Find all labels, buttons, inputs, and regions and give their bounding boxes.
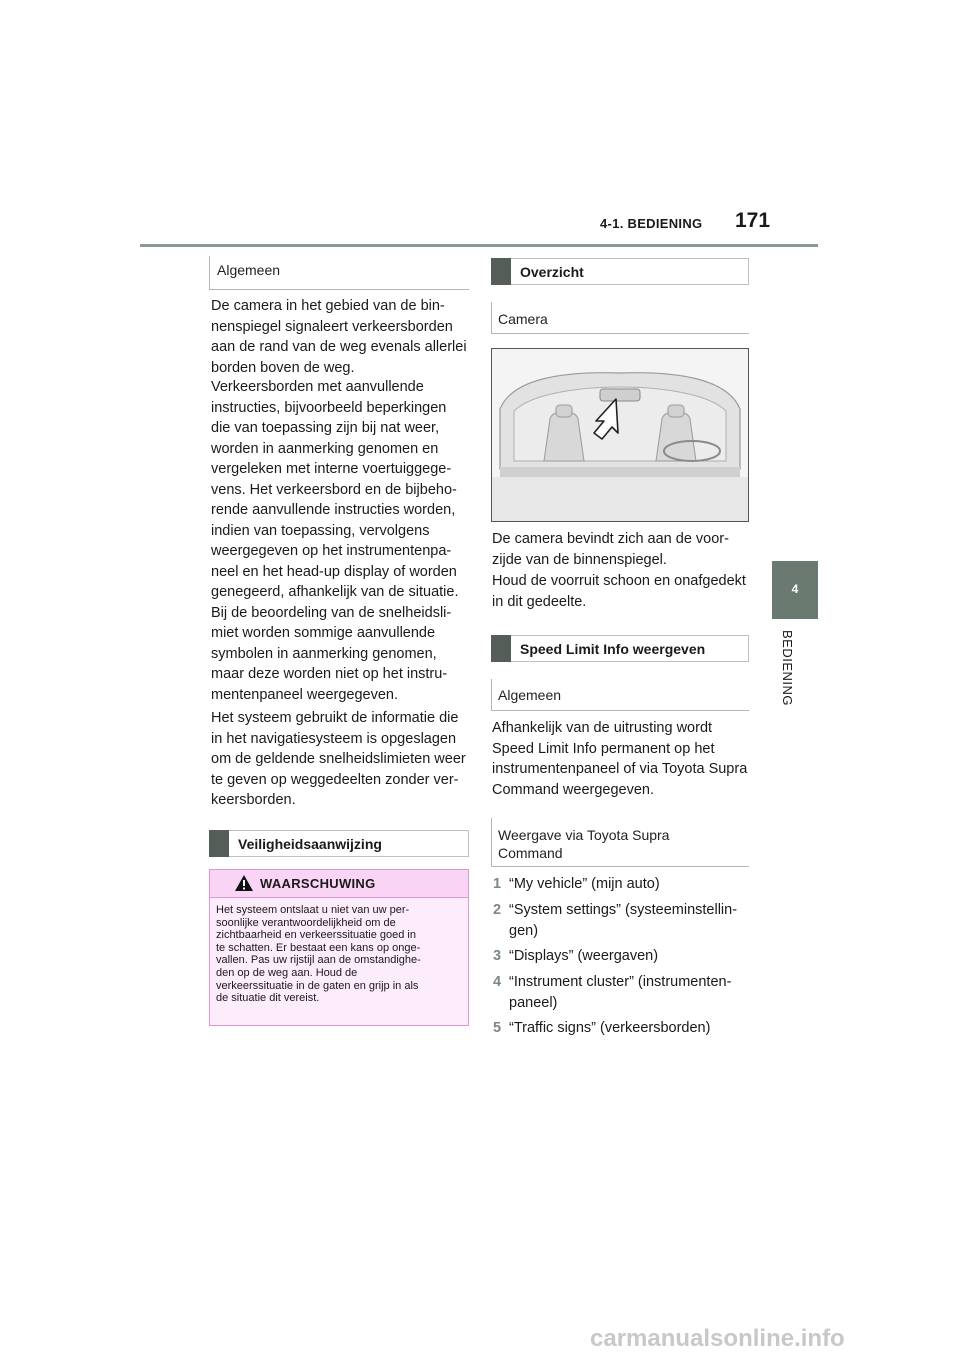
subheading-rule [491, 710, 749, 711]
step-text: “My vehicle” (mijn auto) [509, 876, 660, 892]
paragraph-camera-clean: Houd de voorruit schoon en onafgedekt in dit gedeelte. [492, 573, 746, 610]
paragraph-speed-limit: Afhankelijk van de uitrusting wordt Speed Limit Info permanent op het instrumentenpaneel of via Toyota Supra Command weergegeven. [492, 720, 748, 798]
camera-illustration [491, 348, 749, 522]
paragraph-navigation: Het systeem gebruikt de informatie die in het navigatiesysteem is opgeslagen om de geldende snelheidslimieten weer te geven op weggedeelten zonder ver- keersborden. [211, 710, 466, 808]
subheading-algemeen-right: Algemeen [498, 687, 562, 703]
subheading-weergave: Weergave via Toyota Supra Command [498, 827, 670, 861]
step-text: “System settings” (systeeminstellin- gen) [509, 902, 738, 939]
subheading-rule [209, 289, 469, 290]
warning-title: WAARSCHUWING [260, 876, 376, 891]
step-number: 3 [493, 948, 502, 964]
car-interior-image [492, 349, 748, 521]
warning-header [210, 870, 468, 898]
watermark-text: carmanualsonline.info [590, 1325, 845, 1352]
step-item [493, 946, 753, 966]
paragraph-camera-location: De camera bevindt zich aan de voor- zijde van de binnenspiegel. [492, 531, 729, 568]
heading-overview [491, 258, 749, 285]
step-text: “Displays” (weergaven) [509, 948, 659, 964]
subheading-rule [491, 866, 749, 867]
heading-speed-limit-text: Speed Limit Info weergeven [520, 641, 706, 657]
step-text: “Instrument cluster” (instrumenten- paneel) [509, 974, 732, 1011]
subheading-marker [491, 818, 492, 867]
page-number: 171 [735, 209, 771, 232]
paragraph-traffic-signs: Verkeersborden met aanvullende instructies, bijvoorbeeld beperkingen die van toepassing zijn bij nat weer, worden in aanmerking genomen en vergeleken met interne voertuiggege- vens. Het verkeersbord en de bijbeho- rende aanvullende instructies worden, indien van toepassing, vervolgens weergegeven op het instrumentenpa- neel en het head-up display of worden genegeerd, afhankelijk van de situatie. Bij de beoordeling van de snelheidsli- miet worden sommige aanvullende symbolen in aanmerking genomen, maar deze worden niet op het instru- mentenpaneel weergegeven. [211, 379, 459, 703]
step-number: 5 [493, 1020, 502, 1036]
step-item [493, 900, 753, 941]
subheading-marker [491, 679, 492, 711]
step-item [493, 874, 753, 894]
subheading-algemeen: Algemeen [217, 262, 281, 278]
step-item [493, 972, 753, 1013]
heading-bar [209, 830, 229, 857]
paragraph-camera-intro: De camera in het gebied van de bin- nenspiegel signaleert verkeersborden aan de rand van de weg evenals allerlei borden boven de weg. [211, 298, 467, 376]
step-number: 2 [493, 902, 502, 918]
heading-bar [491, 258, 511, 285]
warning-triangle-icon [234, 874, 254, 892]
subheading-marker [209, 256, 210, 290]
heading-speed-limit [491, 635, 749, 662]
step-text: “Traffic signs” (verkeersborden) [509, 1020, 711, 1036]
header-divider [140, 244, 818, 247]
step-item [493, 1018, 753, 1038]
chapter-label: BEDIENING [780, 630, 795, 707]
subheading-rule [491, 333, 749, 334]
chapter-number: 4 [791, 582, 799, 596]
heading-safety-text: Veiligheidsaanwijzing [238, 836, 382, 852]
warning-box [209, 869, 469, 1026]
step-number: 4 [493, 974, 502, 990]
section-title: 4-1. BEDIENING [600, 216, 703, 231]
subheading-marker [491, 302, 492, 334]
heading-bar [491, 635, 511, 662]
warning-text: Het systeem ontslaat u niet van uw per- soonlijke verantwoordelijkheid om de zichtbaarheid en verkeerssituatie goed in te schatten. Er bestaat een kans op onge- vallen. Pas uw rijstijl aan de omstandighe- den op de weg aan. Houd de verkeerssituatie in de gaten en grijp in als de situatie dit vereist. [216, 904, 421, 1005]
step-number: 1 [493, 876, 502, 892]
heading-overview-text: Overzicht [520, 264, 584, 280]
heading-safety [209, 830, 469, 857]
subheading-camera: Camera [498, 311, 548, 327]
